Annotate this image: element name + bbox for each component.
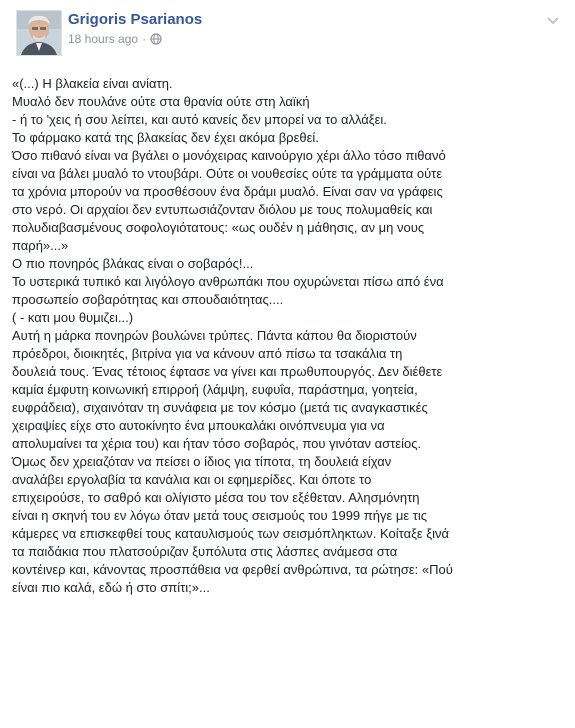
post-line: Όμως δεν χρειαζόταν να πείσει ο ίδιος για τίποτα, τη δουλειά είχαν <box>12 454 392 469</box>
author-name[interactable]: Grigoris Psarianos <box>68 11 203 28</box>
post-timestamp[interactable]: 18 hours ago <box>68 32 139 46</box>
meta-separator: · <box>142 32 147 46</box>
post-line: επιχειρούσε, το σαθρό και ολίγιστο μέσα του τον εξέθεταν. Αλησμόνητη <box>12 490 420 505</box>
post-line: είναι να βάλει μυαλό το ντουβάρι. Ούτε οι νουθεσίες ούτε τα γράμματα ούτε <box>12 166 443 181</box>
post-line: αναλάβει εργολαβία τα κανάλια και οι εφημερίδες. Και όποτε το <box>12 472 372 487</box>
post-line: καμία έμφυτη κοινωνική επιρροή (λάμψη, ευφυΐα, παράστημα, γοητεία, <box>12 382 418 397</box>
post-line: κάμερες να επισκεφθεί τους καταυλισμούς των σεισμόπληκτων. Κοίταξε ξινά <box>12 526 450 541</box>
post-line: Το υστερικά τυπικό και λιγόλογο ανθρωπάκι που οχυρώνεται πίσω από ένα <box>12 274 444 289</box>
post-line: «(...) Η βλακεία είναι ανίατη. <box>12 76 173 91</box>
post-line: είναι η σκηνή του εν λόγω όταν μετά τους σεισμούς του 1999 πήγε με τις <box>12 508 428 523</box>
post-line: πολυδιαβασμένους σοφολογιότατους: «ως ουδέν η μάθησις, αν μη νους <box>12 220 425 235</box>
post-line: ( - κατι μου θυμιζει...) <box>12 310 134 325</box>
post-header <box>12 8 563 58</box>
post-line: - ή το 'χεις ή σου λείπει, και αυτό κανείς δεν μπορεί να το αλλάξει. <box>12 112 387 127</box>
post-line: Ο πιο πονηρός βλάκας είναι ο σοβαρός!... <box>12 256 254 271</box>
globe-icon[interactable] <box>150 33 162 45</box>
post-line: δουλειά τους. Ένας τέτοιος έφτασε να γίνει και πρωθυπουργός. Δεν διέθετε <box>12 364 443 379</box>
post-line: στο νερό. Οι αρχαίοι δεν εντυπωσιάζονταν διόλου με τους πολυμαθείς και <box>12 202 433 217</box>
post-line: πρόεδροι, διοικητές, βιτρίνα για να κάνουν από πίσω τα τσακάλια τη <box>12 346 403 361</box>
avatar[interactable] <box>16 10 62 56</box>
post-line: χειραψίες είχε στο αυτοκίνητο ένα μπουκαλάκι οινόπνευμα για να <box>12 418 385 433</box>
post-line: Όσο πιθανό είναι να βγάλει ο μονόχειρας καινούργιο χέρι άλλο τόσο πιθανό <box>12 148 446 163</box>
post-line: Το φάρμακο κατά της βλακείας δεν έχει ακόμα βρεθεί. <box>12 130 319 145</box>
post-line: τα χρόνια μπορούν να προσθέσουν ένα δράμι μυαλό. Είναι σαν να γράφεις <box>12 184 443 199</box>
post-meta <box>68 32 162 46</box>
post-line: είναι πιο καλά, εδώ ή στο σπίτι;»... <box>12 580 210 595</box>
chevron-down-icon[interactable] <box>545 12 561 28</box>
post-line: κοντέινερ και, κάνοντας προσπάθεια να φερθεί ανθρώπινα, τα ρώτησε: «Πού <box>12 562 453 577</box>
post-line: τα παιδάκια που πλατσούριζαν ξυπόλυτα στις λάσπες ανάμεσα στα <box>12 544 398 559</box>
post-line: απολυμαίνει τα χέρια του) και ήταν τόσο σοβαρός, που γινόταν αστείος. <box>12 436 422 451</box>
profile-photo <box>17 11 61 55</box>
post-line: προσωπείο σοβαρότητας και σπουδαιότητας.... <box>12 292 284 307</box>
post-line: ευφράδεια), σιχαινόταν τη συνάφεια με τον κόσμο (μετά τις αναγκαστικές <box>12 400 428 415</box>
post-line: Μυαλό δεν πουλάνε ούτε στα θρανία ούτε στη λαϊκή <box>12 94 310 109</box>
post-body <box>12 75 567 597</box>
post-line: Αυτή η μάρκα πονηρών βουλώνει τρύπες. Πάντα κάπου θα διοριστούν <box>12 328 417 343</box>
post-line: παρή»...» <box>12 238 69 253</box>
